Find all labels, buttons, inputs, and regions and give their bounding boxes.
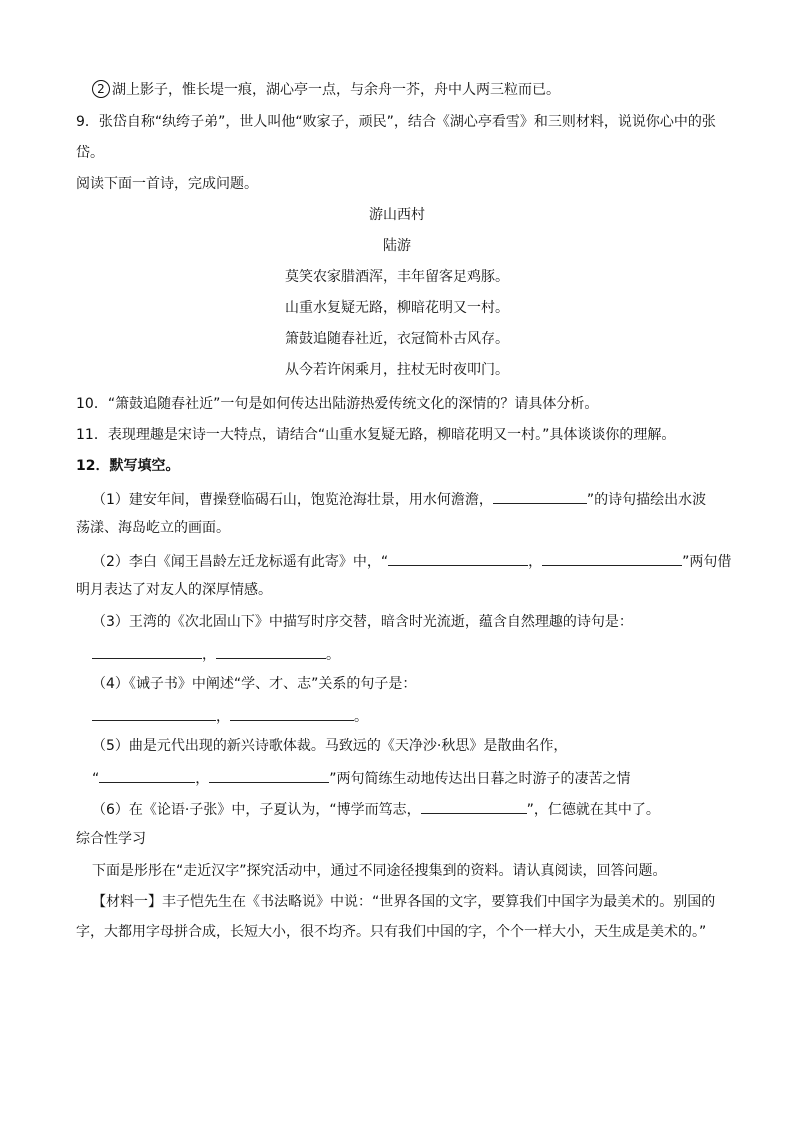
answer-blank[interactable]: [542, 550, 682, 566]
fill-item-1: （1）建安年间，曹操登临碣石山，饱览沧海壮景，用水何澹澹， ”的诗句描绘出水波: [92, 488, 706, 510]
answer-blank[interactable]: [99, 767, 195, 783]
question-11: 11．表现理趣是宋诗一大特点，请结合“山重水复疑无路，柳暗花明又一村。”具体谈谈你的理解。: [76, 427, 676, 443]
poem-line-2: 山重水复疑无路，柳暗花明又一村。: [285, 300, 509, 316]
section-heading: 综合性学习: [76, 831, 146, 847]
fill-item-4: （4）《诫子书》中阐述“学、才、志”关系的句子是：: [92, 676, 417, 692]
fill-item-2-cont: 明月表达了对友人的深厚情感。: [76, 582, 272, 598]
line-text: 湖上影子，惟长堤一痕，湖心亭一点，与余舟一芥，舟中人两三粒而已。: [112, 82, 560, 98]
answer-blank[interactable]: [421, 798, 527, 814]
poem-line-3: 箫鼓追随春社近，衣冠简朴古风存。: [285, 331, 509, 347]
poem-line-1: 莫笑农家腊酒浑，丰年留客足鸡豚。: [285, 269, 509, 285]
poem-title: 游山西村: [369, 207, 425, 223]
question-9-cont: 岱。: [76, 145, 104, 161]
answer-blank[interactable]: [230, 705, 354, 721]
answer-blank[interactable]: [92, 643, 202, 659]
circled-number: 2: [92, 80, 110, 98]
fill-item-3-answers: ， 。: [92, 643, 340, 665]
fill-item-1-cont: 荡漾、海岛屹立的画面。: [76, 520, 230, 536]
text-line: [92, 80, 560, 100]
material-1: 【材料一】丰子恺先生在《书法略说》中说：“世界各国的文字，要算我们中国字为最美术的。别国的: [92, 894, 716, 910]
fill-item-2: （2）李白《闻王昌龄左迁龙标遥有此寄》中，“ ， ”两句借: [92, 550, 731, 572]
answer-blank[interactable]: [216, 643, 326, 659]
fill-item-6: （6）在《论语·子张》中，子夏认为，“博学而笃志， ”，仁德就在其中了。: [92, 798, 660, 820]
answer-blank[interactable]: [493, 488, 587, 504]
reading-intro: 阅读下面一首诗，完成问题。: [76, 176, 258, 192]
poem-line-4: 从今若许闲乘月，拄杖无时夜叩门。: [285, 362, 509, 378]
question-9: 9．张岱自称“纨绔子弟”，世人叫他“败家子，顽民”，结合《湖心亭看雪》和三则材料，说说你心中的张: [76, 114, 716, 130]
poem-author: 陆游: [383, 238, 411, 254]
material-1-cont: 字，大都用字母拼合成，长短大小，很不均齐。只有我们中国的字，个个一样大小，天生成是美术的。”: [76, 924, 707, 940]
answer-blank[interactable]: [209, 767, 329, 783]
question-10: 10．“箫鼓追随春社近”一句是如何传达出陆游热爱传统文化的深情的？请具体分析。: [76, 396, 599, 412]
answer-blank[interactable]: [388, 550, 528, 566]
fill-item-5-answers: “ ， ”两句简练生动地传达出日暮之时游子的凄苦之情: [92, 767, 631, 789]
fill-item-4-answers: ， 。: [92, 705, 368, 727]
activity-intro: 下面是彤彤在“走近汉字”探究活动中，通过不同途径搜集到的资料。请认真阅读，回答问题。: [92, 863, 667, 879]
question-12: 12．默写填空。: [76, 458, 180, 474]
fill-item-3: （3）王湾的《次北固山下》中描写时序交替，暗含时光流逝，蕴含自然理趣的诗句是：: [92, 614, 633, 630]
fill-item-5: （5）曲是元代出现的新兴诗歌体裁。马致远的《天净沙·秋思》是散曲名作，: [92, 738, 568, 754]
answer-blank[interactable]: [92, 705, 216, 721]
